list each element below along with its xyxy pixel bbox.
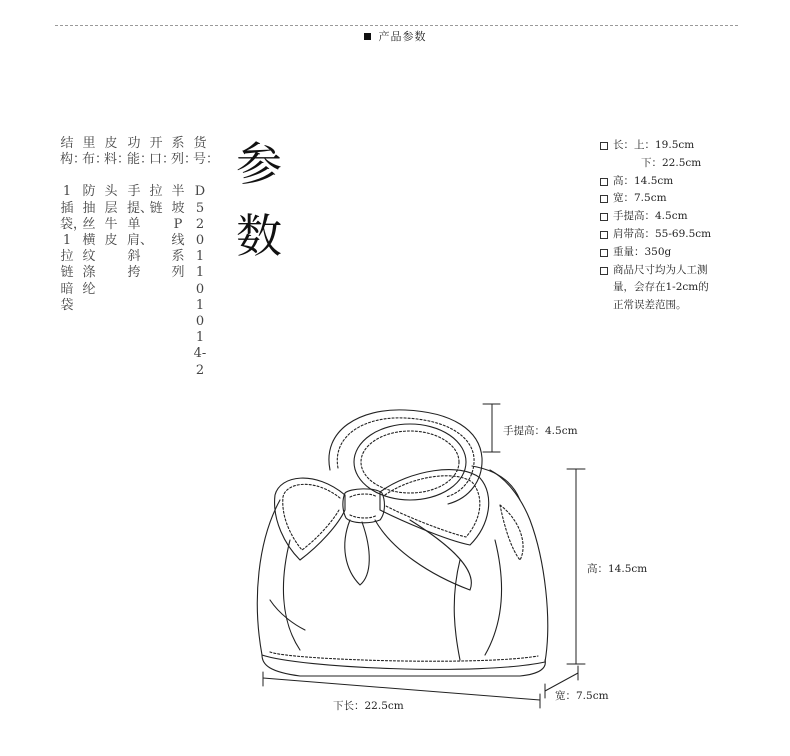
bow-tail-left xyxy=(345,520,369,585)
dimension-label-width: 宽：7.5cm xyxy=(555,690,609,702)
param-value: 拉链 xyxy=(149,184,163,216)
bag-fold-right xyxy=(485,540,502,655)
bag-fold-left xyxy=(283,540,300,650)
param-value: 头层牛皮 xyxy=(104,184,118,249)
spec-note-line-1: 商品尺寸均为人工测 xyxy=(613,263,708,276)
param-label: 皮料： xyxy=(104,136,131,168)
param-value: 1插袋，1拉链暗袋 xyxy=(60,184,87,313)
bag-bottom-stitch xyxy=(270,652,538,661)
bow-tail-right xyxy=(375,520,471,590)
spec-strap-text: 肩带高：55-69.5cm xyxy=(613,227,712,240)
bow-tail-crease xyxy=(270,600,305,630)
big-title-char-2: 数 xyxy=(236,209,282,263)
param-value: D5201101014-2 xyxy=(193,184,207,378)
spec-handle-height-text: 手提高：4.5cm xyxy=(613,210,688,223)
spec-length-bottom-text: 下：22.5cm xyxy=(641,156,702,169)
bag-bottom-band xyxy=(262,655,545,676)
spec-note-line-2: 量，会存在1-2cm的 xyxy=(613,281,709,294)
param-label: 里布： xyxy=(82,136,109,168)
bow-left-wing-stitch xyxy=(283,484,340,550)
dimension-height xyxy=(567,469,585,664)
dimension-handle-height xyxy=(483,404,500,452)
section-title: 产品参数 xyxy=(378,30,427,43)
spec-width-text: 宽：7.5cm xyxy=(613,192,667,205)
bag-body-top-right xyxy=(472,466,520,500)
param-label: 功能： xyxy=(127,136,154,168)
dimension-label-height: 高：14.5cm xyxy=(587,563,648,575)
big-title-char-1: 参 xyxy=(236,137,282,191)
param-label: 系列： xyxy=(171,136,198,168)
bag-fold-inner xyxy=(454,560,460,660)
spec-length-top-text: 长：上：19.5cm xyxy=(613,139,695,151)
param-label: 结构： xyxy=(60,136,87,168)
bag-handle-stitch xyxy=(337,418,474,497)
spec-weight-text: 重量：350g xyxy=(613,245,672,258)
param-value: 手提、单肩、斜挎 xyxy=(127,184,154,281)
dimension-label-handle: 手提高：4.5cm xyxy=(503,425,578,437)
param-value: 半坡P线系列 xyxy=(171,184,185,281)
spec-height-text: 高：14.5cm xyxy=(613,174,674,187)
bow-right-wing xyxy=(380,470,489,545)
bag-handle-hole-stitch xyxy=(361,431,459,493)
spec-note-line-3: 正常误差范围。 xyxy=(613,299,687,312)
dimension-label-bottom-length: 下长：22.5cm xyxy=(333,700,404,712)
bag-handle-hole xyxy=(354,424,466,500)
bag-gusset xyxy=(500,505,523,560)
param-label: 开口： xyxy=(149,136,176,168)
param-label: 货号： xyxy=(193,136,220,168)
bow-knot-stitch xyxy=(350,494,377,518)
param-value: 防抽丝横纹涤纶 xyxy=(82,184,96,297)
